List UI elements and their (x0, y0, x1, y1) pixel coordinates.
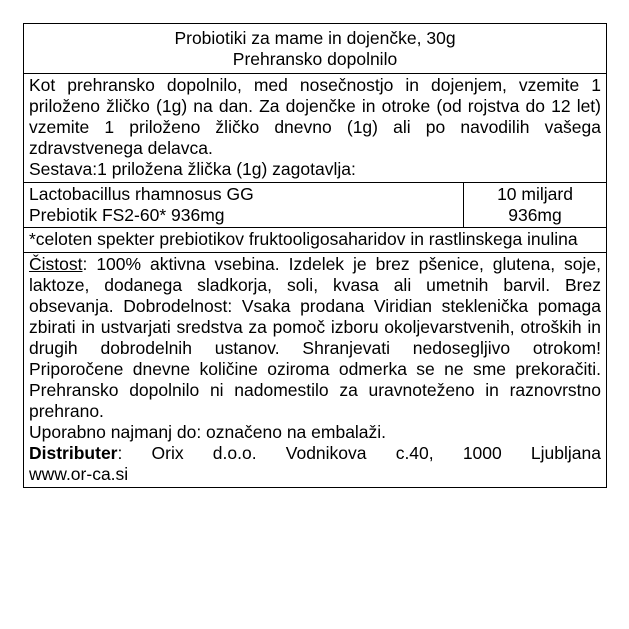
purity-text: : 100% aktivna vsebina. Izdelek je brez pšenice, glutena, soje, laktoze, dodanega sladkorja, soli, kvasa ali umetnih barvil. Brez obsevanja. Dobrodelnost: Vsaka prodana Viridian steklenička pomaga zbirati in ustvarjati sredstva za pomoč izboru okoljevarstvenih, otroških in drugih dobrodelnih ustanov. Shranjevati nedosegljivo otrokom! Priporočene dnevne količine oziroma odmerka se ne sme prekoračiti. Prehransko dopolnilo ni nadomestilo za uravnoteženo in raznovrstno prehrano. (29, 254, 601, 421)
expiry-text: Uporabno najmanj do: označeno na embalaži. (29, 422, 387, 442)
ingredients-table (24, 183, 606, 228)
ingredient-name: Prebiotik FS2-60* 936mg (29, 205, 225, 225)
purity-label: Čistost (29, 254, 83, 274)
ingredient-names (24, 183, 464, 227)
ingredient-amount: 10 miljard (497, 184, 573, 204)
product-subtitle: Prehransko dopolnilo (232, 49, 398, 69)
usage-section (24, 74, 606, 183)
label-header (24, 24, 606, 74)
usage-text: Kot prehransko dopolnilo, med nosečnostjo in dojenjem, vzemite 1 priloženo žličko (1g) na dan. Za dojenčke in otroke (od rojstva do 12 let) vzemite 1 priloženo žličko dnevno (1g) ali po navodilih vašega zdravstvenega delavca. (29, 75, 601, 158)
website-text: www.or-ca.si (29, 464, 129, 484)
product-title: Probiotiki za mame in dojenčke, 30g (174, 28, 456, 48)
ingredient-amount: 936mg (508, 205, 562, 225)
product-label (23, 23, 607, 488)
ingredient-amounts (464, 183, 606, 227)
distributor-line (29, 443, 601, 464)
footnote-text: *celoten spekter prebiotikov fruktooligosaharidov in rastlinskega inulina (29, 229, 578, 249)
distributor-label: Distributer (29, 443, 118, 463)
purity-section (24, 253, 606, 487)
distributor-text: : Orix d.o.o. Vodnikova c.40, 1000 Ljubljana (117, 443, 601, 463)
composition-text: Sestava:1 priložena žlička (1g) zagotavlja: (29, 159, 356, 179)
footnote-section (24, 228, 606, 253)
ingredient-name: Lactobacillus rhamnosus GG (29, 184, 254, 204)
